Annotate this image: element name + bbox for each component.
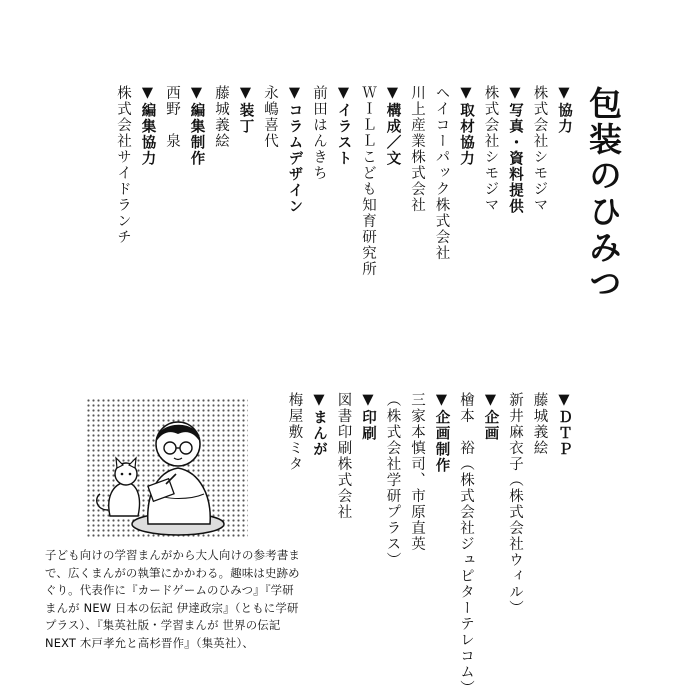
credit-name: 図書印刷株式会社	[335, 392, 352, 520]
credit-name: 株式会社サイドランチ	[115, 85, 131, 245]
artist-portrait-image	[86, 398, 248, 538]
credit-role: ▼編集協力	[139, 85, 156, 167]
credit-name: 前田はんきち	[311, 85, 327, 181]
credit-role: ▼まんが	[311, 392, 327, 458]
credit-name: ヘイコーパック株式会社	[433, 85, 450, 261]
credit-name: ＷＩＬＬこども知育研究所	[360, 85, 376, 277]
artist-illustration	[86, 398, 248, 538]
credit-role: ▼編集制作	[188, 85, 205, 167]
credit-role: ▼構成／文	[384, 85, 401, 167]
credit-name: 永嶋喜代	[262, 85, 278, 149]
credit-role: ▼イラスト	[335, 85, 352, 167]
credit-role: ▼ＤＴＰ	[556, 392, 572, 458]
credit-role: ▼写真・資料提供	[507, 85, 523, 215]
credit-role: ▼印刷	[360, 392, 376, 442]
credit-name: 藤城義絵	[531, 392, 548, 456]
credit-name: 藤城義絵	[213, 85, 229, 149]
credit-name: 西野 泉	[164, 85, 180, 149]
credit-name: 三家本慎司、市原直英	[409, 392, 425, 552]
credit-role: ▼企画	[482, 392, 499, 442]
credit-role: ▼企画制作	[433, 392, 450, 474]
credit-name: 梅屋敷ミタ	[286, 392, 303, 472]
credit-name: 株式会社シモジマ	[531, 85, 548, 213]
credit-role: ▼取材協力	[458, 85, 474, 167]
credit-role: ▼協力	[556, 85, 572, 135]
credit-role: ▼コラムデザイン	[286, 85, 303, 215]
artist-bio: 子ども向けの学習まんがから大人向けの参考書まで、広くまんがの執筆にかかわる。趣味は史跡めぐり。代表作に『カードゲームのひみつ』『学研まんが NEW 日本の伝記 伊達政宗』（ともに学研プラス）、『集英社版・学習まんが 世界の伝記 NEXT 木戸孝允と高杉晋作』（集英社）、	[45, 548, 300, 650]
credit-name: 川上産業株式会社	[409, 85, 425, 213]
credit-name: 檜本 裕（株式会社ジュピターテレコム）	[458, 392, 474, 696]
credit-name: 新井麻衣子（株式会社ウィル）	[507, 392, 523, 616]
page-title: 包装のひみつ	[584, 86, 623, 302]
credit-name: （株式会社学研プラス）	[384, 392, 401, 568]
credit-role: ▼装丁	[237, 85, 254, 135]
credit-name: 株式会社シモジマ	[482, 85, 499, 213]
